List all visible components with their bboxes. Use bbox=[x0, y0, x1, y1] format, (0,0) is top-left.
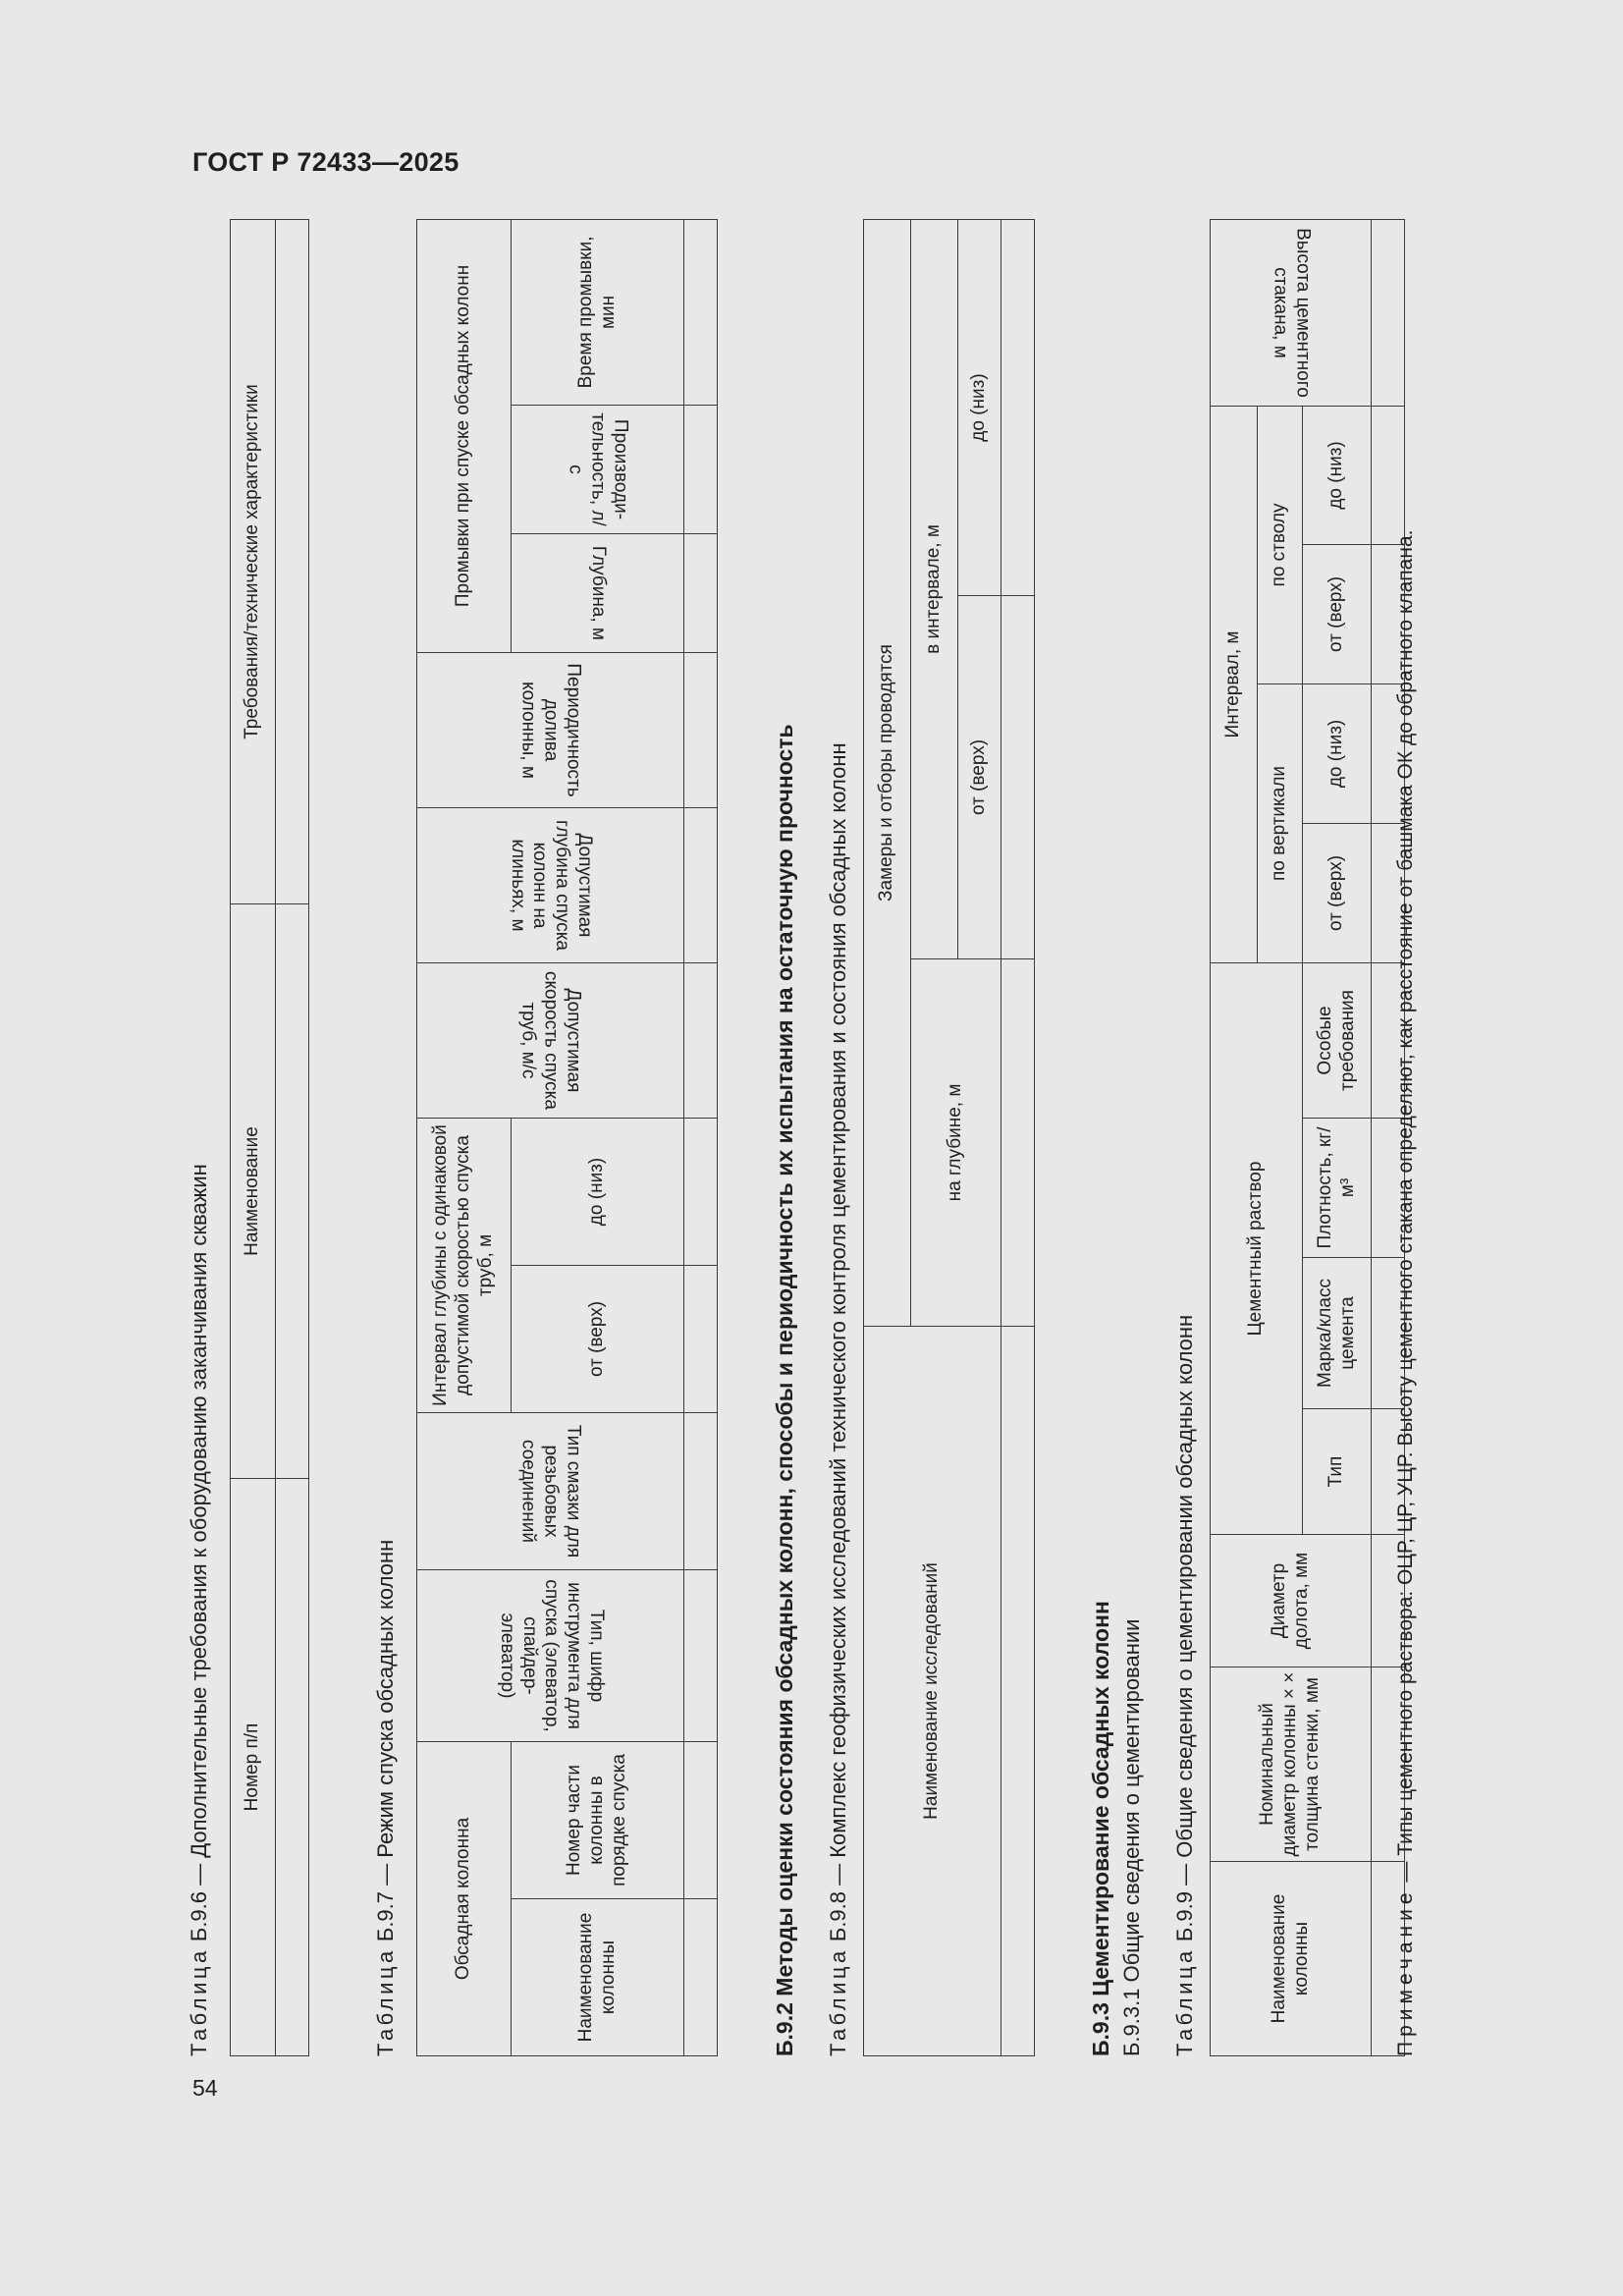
caption-prefix: Таблица bbox=[1172, 1947, 1197, 2056]
note-prefix: Примечание bbox=[1394, 1887, 1417, 2056]
header-group-measure: Замеры и отборы проводятся bbox=[864, 220, 911, 1327]
header-cell-flush-time: Время промывки, мин bbox=[512, 219, 684, 405]
header-cell-from: от (верх) bbox=[958, 596, 1001, 959]
header-group-interval: Интервал глубины с одинаковой допустимой скоростью спуска труб, м bbox=[417, 1118, 512, 1412]
empty-cell bbox=[276, 220, 309, 904]
header-group-casing: Обсадная колонна bbox=[417, 1741, 512, 2055]
table-b98 bbox=[863, 219, 1035, 2056]
header-cell-col-name: Наименование колонны bbox=[512, 1899, 684, 2056]
empty-cell bbox=[276, 904, 309, 1479]
header-cell-from: от (верх) bbox=[512, 1265, 684, 1412]
caption-text: Б.9.8 — Комплекс геофизических исследований технического контроля цементирования и состояния обсадных колонн bbox=[826, 742, 850, 1948]
header-cell-depth: Допустимая глубина спуска колонн на клиньях, м bbox=[417, 807, 684, 962]
header-cell-from: от (верх) bbox=[1303, 823, 1372, 962]
header-cell-to: до (низ) bbox=[1303, 406, 1372, 544]
caption-b99 bbox=[1172, 1315, 1198, 2056]
header-cell-to: до (низ) bbox=[512, 1118, 684, 1265]
caption-b96 bbox=[187, 1164, 212, 2056]
empty-cell bbox=[684, 807, 718, 962]
header-cell-height: Высота цементного стакана, м bbox=[1211, 219, 1372, 406]
header-cell-from: от (верх) bbox=[1303, 544, 1372, 683]
empty-cell bbox=[684, 1412, 718, 1569]
header-cell-part: Номер части колонны в порядке спуска bbox=[512, 1741, 684, 1898]
empty-cell bbox=[684, 1569, 718, 1741]
empty-cell bbox=[684, 219, 718, 405]
empty-cell bbox=[1001, 596, 1035, 959]
header-cell-speed: Допустимая скорость спуска труб, м/с bbox=[417, 962, 684, 1118]
header-cell-grade: Марка/класс цемента bbox=[1303, 1258, 1372, 1409]
table-b97 bbox=[416, 219, 718, 2056]
page-number: 54 bbox=[192, 2075, 218, 2101]
table-note bbox=[1390, 220, 1423, 2056]
caption-b97 bbox=[373, 1540, 399, 2056]
header-group-vertical: по вертикали bbox=[1258, 683, 1303, 962]
empty-cell bbox=[684, 962, 718, 1118]
header-cell-to: до (низ) bbox=[958, 220, 1001, 596]
header-cell-bit: Диаметр долота, мм bbox=[1211, 1535, 1372, 1667]
subsection-title-b931: Б.9.3.1 Общие сведения о цементировании bbox=[1119, 1618, 1144, 2056]
empty-cell bbox=[684, 1118, 718, 1265]
header-group-interval: в интервале, м bbox=[911, 220, 958, 959]
empty-cell bbox=[1001, 220, 1035, 596]
header-cell-at-depth: на глубине, м bbox=[911, 959, 1001, 1327]
caption-text: Б.9.9 — Общие сведения о цементировании обсадных колонн bbox=[1172, 1314, 1197, 1948]
header-cell-name: Наименование bbox=[231, 904, 276, 1479]
header-cell-col-name: Наименование колонны bbox=[1211, 1862, 1372, 2056]
caption-prefix: Таблица bbox=[373, 1947, 398, 2056]
empty-cell bbox=[684, 1899, 718, 2056]
header-cell-period: Периодичность долива колонны, м bbox=[417, 652, 684, 807]
caption-b98 bbox=[826, 742, 851, 2056]
empty-cell bbox=[1001, 959, 1035, 1327]
header-group-slurry: Цементный раствор bbox=[1211, 962, 1303, 1534]
header-group-trunk: по стволу bbox=[1258, 406, 1303, 683]
caption-text: Б.9.6 — Дополнительные требования к оборудованию заканчивания скважин bbox=[187, 1164, 211, 1948]
empty-cell bbox=[684, 1741, 718, 1898]
header-cell-special: Особые требования bbox=[1303, 962, 1372, 1118]
caption-prefix: Таблица bbox=[187, 1947, 211, 2056]
header-cell-research-name: Наименование исследований bbox=[864, 1327, 1001, 2056]
header-cell-flush-depth: Глубина, м bbox=[512, 533, 684, 652]
note-text: — Типы цементного раствора: ОЦР, ЦР, УЦР. Высоту цементного стакана определяют, как расстояние от башмака ОК до обратного клапана. bbox=[1394, 529, 1417, 1888]
section-title-b92: Б.9.2 Методы оценки состояния обсадных колонн, способы и периодичность их испытания на остаточную прочность bbox=[772, 724, 797, 2056]
header-cell-requirements: Требования/технические характеристики bbox=[231, 220, 276, 904]
header-cell-number: Номер п/п bbox=[231, 1479, 276, 2056]
caption-text: Б.9.7 — Режим спуска обсадных колонн bbox=[373, 1539, 398, 1948]
header-cell-diameter: Номинальный диаметр колонны × × толщина стенки, мм bbox=[1211, 1667, 1372, 1862]
header-cell-to: до (низ) bbox=[1303, 683, 1372, 823]
header-cell-grease: Тип смазки для резьбовых соединений bbox=[417, 1412, 684, 1569]
empty-cell bbox=[276, 1479, 309, 2056]
header-group-interval: Интервал, м bbox=[1211, 406, 1258, 962]
empty-cell bbox=[684, 652, 718, 807]
header-cell-flush-rate: Производи-тельность, л/с bbox=[512, 405, 684, 533]
table-b99 bbox=[1210, 219, 1405, 2056]
rotated-content bbox=[187, 220, 1523, 2056]
empty-cell bbox=[684, 405, 718, 533]
header-cell-density: Плотность, кг/м³ bbox=[1303, 1119, 1372, 1258]
document-header: ГОСТ Р 72433—2025 bbox=[192, 147, 460, 177]
header-cell-type: Тип bbox=[1303, 1409, 1372, 1535]
header-group-flush: Промывки при спуске обсадных колонн bbox=[417, 219, 512, 652]
empty-cell bbox=[684, 533, 718, 652]
caption-prefix: Таблица bbox=[826, 1947, 850, 2056]
empty-cell bbox=[1001, 1327, 1035, 2056]
empty-cell bbox=[684, 1265, 718, 1412]
header-cell-tool: Тип, шифр инструмента для спуска (элеватор, спайдер-элеватор) bbox=[417, 1569, 684, 1741]
table-b96 bbox=[230, 219, 309, 2056]
section-title-b93: Б.9.3 Цементирование обсадных колонн bbox=[1088, 1601, 1113, 2056]
